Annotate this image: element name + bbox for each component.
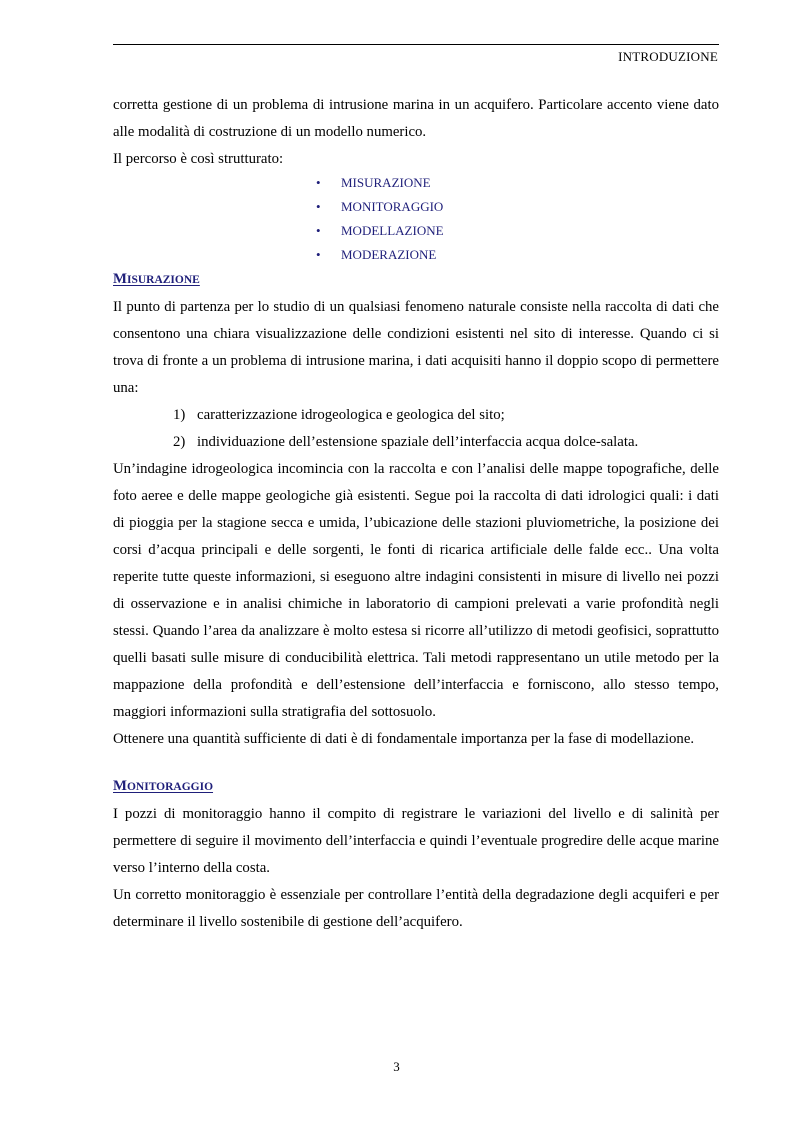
numbered-list — [113, 402, 719, 456]
section-title-rest: ISURAZIONE — [126, 274, 200, 286]
list-item: • MODELLAZIONE — [113, 219, 719, 243]
bullet-list — [113, 171, 719, 267]
list-number: 2) — [173, 434, 186, 450]
list-text: caratterizzazione idrogeologica e geologica del sito; — [197, 407, 505, 423]
list-item: • MISURAZIONE — [113, 171, 719, 195]
header-rule — [113, 44, 719, 45]
misurazione-paragraph-3: Ottenere una quantità sufficiente di dati è di fondamentale importanza per la fase di modellazione. — [113, 731, 695, 747]
list-item — [113, 429, 719, 456]
section-title-initial: M — [113, 271, 127, 287]
monitoraggio-paragraph-1: I pozzi di monitoraggio hanno il compito di registrare le variazioni del livello e di salinità per permettere di seguire il movimento dell’interfaccia e quindi l’eventuale progredire delle acque marine verso l’interno della costa. — [113, 806, 719, 876]
intro-paragraph-2: Il percorso è così strutturato: — [113, 151, 284, 167]
running-header: INTRODUZIONE — [618, 49, 718, 64]
monitoraggio-paragraph-2: Un corretto monitoraggio è essenziale per controllare l’entità della degradazione degli acquiferi e per determinare il livello sostenibile di gestione dell’acquifero. — [113, 887, 719, 930]
list-item: • MODERAZIONE — [113, 243, 719, 267]
list-number: 1) — [173, 407, 186, 423]
page-number: 3 — [393, 1059, 400, 1074]
list-item: • MONITORAGGIO — [113, 195, 719, 219]
list-text: individuazione dell’estensione spaziale dell’interfaccia acqua dolce-salata. — [197, 434, 639, 450]
section-title-misurazione — [113, 266, 719, 294]
misurazione-paragraph-1: Il punto di partenza per lo studio di un qualsiasi fenomeno naturale consiste nella raccolta di dati che consentono una chiara visualizzazione delle condizioni esistenti nel sito di interesse. Quando ci si trova di fronte a un problema di intrusione marina, i dati acquisiti hanno il doppio scopo di permettere una: — [113, 299, 719, 396]
intro-paragraph-1: corretta gestione di un problema di intrusione marina in un acquifero. Particolare accento viene dato alle modalità di costruzione di un modello numerico. — [113, 97, 719, 140]
page-body — [113, 92, 719, 936]
list-item — [113, 402, 719, 429]
section-title-monitoraggio — [113, 773, 719, 801]
section-title-initial: M — [113, 778, 127, 794]
misurazione-paragraph-2: Un’indagine idrogeologica incomincia con la raccolta e con l’analisi delle mappe topografiche, delle foto aeree e delle mappe geologiche già esistenti. Segue poi la raccolta di dati idrologici quali: i dati di pioggia per la stagione secca e umida, l’ubicazione delle stazioni pluviometriche, la posizione dei corsi d’acqua principali e delle sorgenti, le fonti di ricarica artificiale delle falde ecc.. Una volta reperite tutte queste informazioni, si eseguono altre indagini consistenti in misure di livello nei pozzi di osservazione e in analisi chimiche in laboratorio di campioni prelevati a varie profondità negli stessi. Quando l’area da analizzare è molto estesa si ricorre all’utilizzo di metodi geofisici, soprattutto quelli basati sulle misure di conducibilità elettrica. Tali metodi rappresentano un utile metodo per la mappazione della profondità e dell’estensione dell’interfaccia e forniscono, allo stesso tempo, maggiori informazioni sulla stratigrafia del sottosuolo. — [113, 461, 719, 720]
section-title-rest: ONITORAGGIO — [126, 781, 214, 793]
